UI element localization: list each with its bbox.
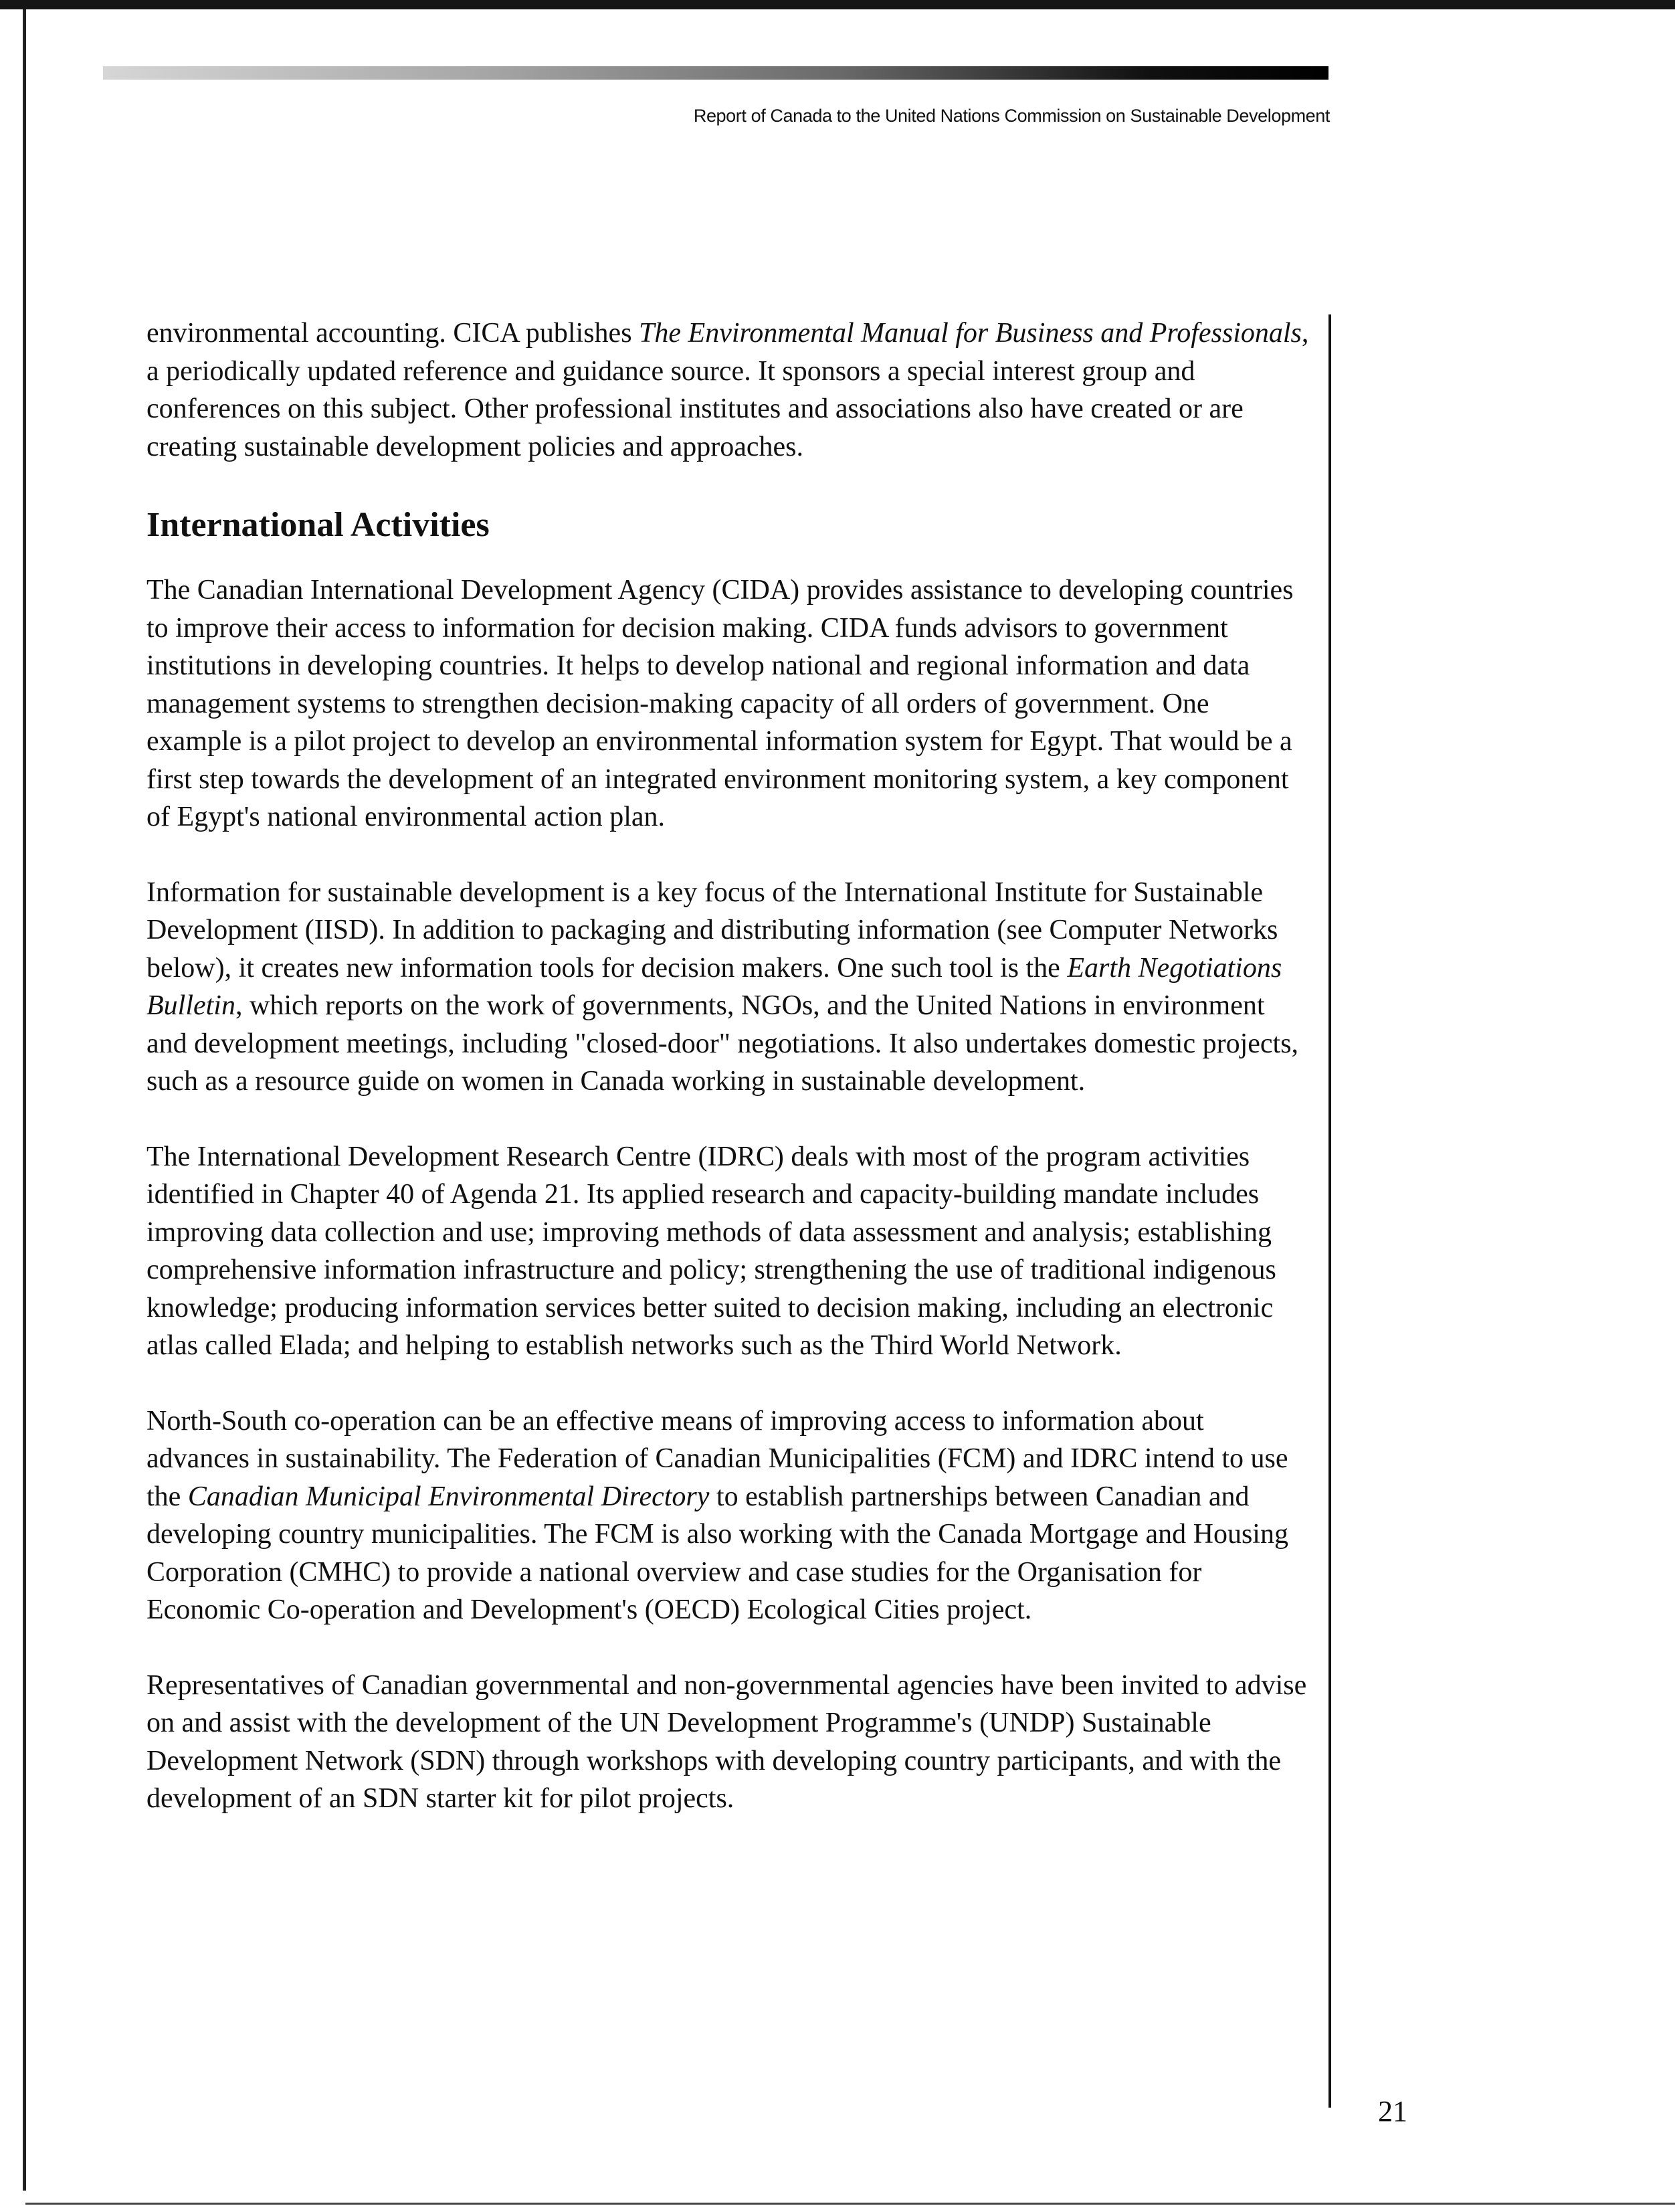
running-header: Report of Canada to the United Nations Commission on Sustainable Development (693, 106, 1330, 126)
scan-top-edge (0, 0, 1675, 9)
paragraph-environmental-accounting (146, 314, 1310, 466)
paragraph-undp: Representatives of Canadian governmental and non-governmental agencies have been invited to advise on and assist with the development of the UN Development Programme's (UNDP) Sustainable Development Network (SDN) through workshops with developing country participants, and with the development of an SDN starter kit for pilot projects. (146, 1669, 1307, 1814)
header-rule (103, 66, 1328, 80)
page-number: 21 (1378, 2095, 1407, 2128)
paragraph-idrc: The International Development Research Centre (IDRC) deals with most of the program activities identified in Chapter 40 of Agenda 21. Its applied research and capacity-building mandate includes improving data collection and use; improving methods of data assessment and analysis; establishing comprehensive information infrastructure and policy; strengthening the use of traditional indigenous knowledge; producing information services better suited to decision making, including an electronic atlas called Elada; and helping to establish networks such as the Third World Network. (146, 1141, 1276, 1361)
page-body (146, 314, 1310, 1818)
paragraph-text: , which reports on the work of governments, NGOs, and the United Nations in environment and development meetings, including "closed-door" negotiations. It also undertakes domestic projects, such as a resource guide on women in Canada working in sustainable development. (146, 990, 1299, 1097)
paragraph-text: Information for sustainable development is a key focus of the International Institute for Sustainable Development (IISD). In addition to packaging and distributing information (see Computer Networks below), it creates new information tools for decision makers. One such tool is the (146, 877, 1278, 984)
paragraph-north-south (146, 1402, 1310, 1629)
paragraph-cida: The Canadian International Development Agency (CIDA) provides assistance to developing countries to improve their access to information for decision making. CIDA funds advisors to government institutions in developing countries. It helps to develop national and regional information and data management systems to strengthen decision-making capacity of all orders of government. One example is a pilot project to develop an environmental information system for Egypt. That would be a first step towards the development of an integrated environment monitoring system, a key component of Egypt's national environmental action plan. (146, 575, 1294, 832)
publication-title: Canadian Municipal Environmental Directory (187, 1481, 710, 1512)
publication-title: The Environmental Manual for Business and Professionals (639, 318, 1302, 349)
paragraph-text: to establish partnerships between Canadian and developing country municipalities. The FCM is also working with the Canada Mortgage and Housing Corporation (CMHC) to provide a national overview and case studies for the Organisation for Economic Co-operation and Development's (OECD) Ecological Cities project. (146, 1481, 1288, 1625)
paragraph-text: , a periodically updated reference and guidance source. It sponsors a special interest group and conferences on this subject. Other professional institutes and associations also have created or are creating sustainable development policies and approaches. (146, 318, 1309, 462)
publication-title: Earth Negotiations Bulletin (146, 952, 1282, 1021)
paragraph-iisd (146, 874, 1310, 1101)
section-heading: International Activities (146, 506, 490, 544)
margin-rule (1328, 314, 1331, 2108)
scan-bottom-edge (25, 2203, 1675, 2205)
paragraph-text: North-South co-operation can be an effective means of improving access to information about advances in sustainability. The Federation of Canadian Municipalities (FCM) and IDRC intend to use the (146, 1405, 1288, 1512)
paragraph-text: environmental accounting. CICA publishes (146, 318, 639, 349)
scan-left-edge (23, 9, 26, 2191)
